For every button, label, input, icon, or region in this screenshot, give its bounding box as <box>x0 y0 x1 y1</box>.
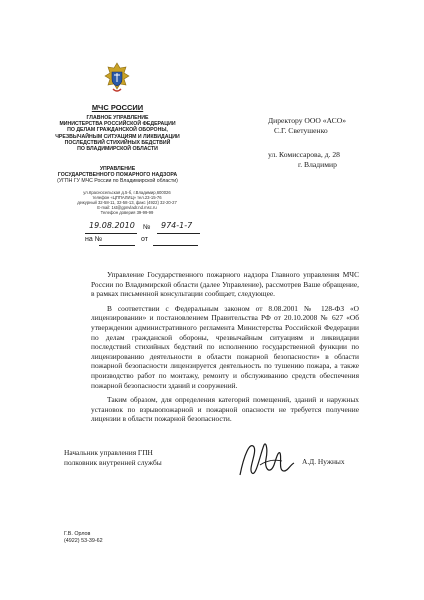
letterhead-sub: (УГПН ГУ МЧС России по Владимирской области) <box>57 178 178 185</box>
letterhead-line: ГЛАВНОЕ УПРАВЛЕНИЕ <box>86 115 149 121</box>
org-short-name: МЧС РОССИИ <box>91 103 144 112</box>
reference-number-underline <box>99 245 135 246</box>
letterhead-fire-department <box>45 166 190 185</box>
contact-line: телефон «ЦППАЛИЦ» тел.23-15-76 <box>92 195 162 201</box>
letter-body <box>91 270 359 429</box>
contact-line: Телефон доверия 39-99-99 <box>100 210 154 216</box>
number-underline <box>157 233 200 234</box>
letterhead-line: ПО ДЕЛАМ ГРАЖДАНСКОЙ ОБОРОНЫ, <box>67 127 168 134</box>
date-underline <box>85 233 137 234</box>
addressee-position: Директору ООО «АСО» <box>268 116 347 125</box>
body-paragraph: В соответствии с Федеральным законом от 8.08.2001 № 128-ФЗ «О лицензировании» и постановлением Правительства РФ от 20.10.2008 № 627 «Об утверждении административного регламента Министерства Российской Федерации по делам гражданской обороны, чрезвычайным ситуациям и ликвидации последствий стихийных бедствий по исполнению государственной функции по лицензированию деятельности в области пожарной безопасности» в области пожарной безопасности лицензируется деятельность по тушению пожара, а также производство работ по монтажу, ремонту и обслуживанию средств обеспечения пожарной безопасности зданий и сооружений. <box>91 303 359 390</box>
registration-number: 974-1-7 <box>161 221 193 230</box>
addressee-block <box>268 116 346 170</box>
letterhead-line: ПОСЛЕДСТВИЙ СТИХИЙНЫХ БЕДСТВИЙ <box>64 139 171 146</box>
addressee-name: С.Г. Светушенко <box>274 126 328 135</box>
handwritten-signature <box>230 435 302 483</box>
letterhead-main-department <box>45 115 190 152</box>
reference-number-label: на № <box>85 236 103 243</box>
letterhead-line: ЧРЕЗВЫЧАЙНЫМ СИТУАЦИЯМ И ЛИКВИДАЦИИ <box>55 133 180 140</box>
signatory-title-line: полковник внутренней службы <box>64 457 162 467</box>
number-label: № <box>143 224 151 231</box>
signatory-title <box>64 448 162 467</box>
signatory-name: А.Д. Нужных <box>302 457 345 466</box>
letterhead-line: ПО ВЛАДИМИРСКОЙ ОБЛАСТИ <box>77 146 158 153</box>
addressee-street: ул. Комиссарова, д. 28 <box>268 150 340 159</box>
addressee-city: г. Владимир <box>298 160 337 169</box>
registration-date: 19.08.2010 <box>89 221 135 230</box>
registration-line <box>85 221 200 236</box>
executor-name: Г.В. Орлов <box>64 531 91 537</box>
letterhead-line: ГОСУДАРСТВЕННОГО ПОЖАРНОГО НАДЗОРА <box>57 172 178 179</box>
body-paragraph: Таким образом, для определения категорий помещений, зданий и наружных установок по взрывопожарной и пожарной опасности не требуется получение лицензии в области пожарной безопасности. <box>91 395 359 424</box>
body-paragraph: Управление Государственного пожарного надзора Главного управления МЧС России по Владимирской области (далее Управление), рассмотрев Ваше обращение, в рамках письменной консультации сообщает, следующее. <box>91 270 359 299</box>
reference-date-underline <box>153 245 198 246</box>
contact-line: ул.Красносельская д.5-б, г.Владимир,600026 <box>83 190 171 195</box>
letterhead-line: УПРАВЛЕНИЕ <box>99 166 136 172</box>
contact-line: E-mail: 1st@gpnvladr.nd.msc.ru <box>97 205 157 211</box>
executor-phone: (4922) 53-39-62 <box>64 538 103 544</box>
letterhead-line: МИНИСТЕРСТВА РОССИЙСКОЙ ФЕДЕРАЦИИ <box>59 121 176 128</box>
letterhead-contacts <box>62 190 192 215</box>
signatory-title-line: Начальник управления ГПН <box>64 448 153 457</box>
reference-line <box>85 236 200 248</box>
reference-date-label: от <box>141 236 148 243</box>
executor-block <box>64 531 103 545</box>
mchs-emblem-icon <box>103 62 131 96</box>
contact-line: дежурный 32-58-11, 32-58-13, факс (4922) 32-20-27 <box>77 200 177 206</box>
